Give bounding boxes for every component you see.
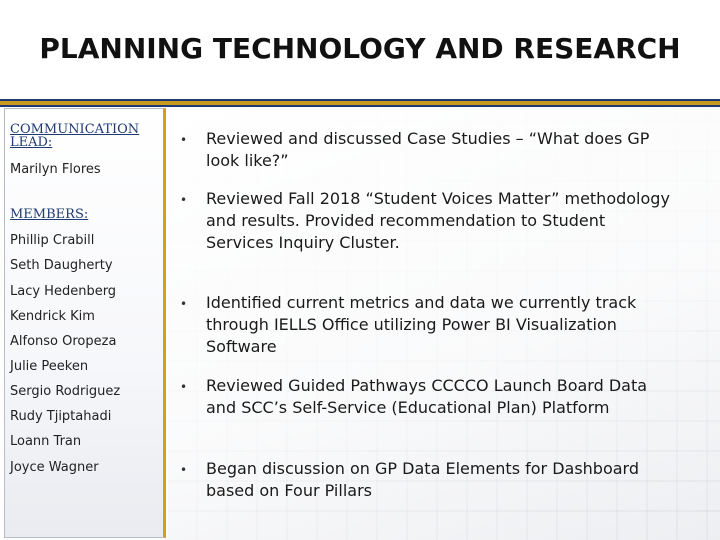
members-heading-text: MEMBERS:	[10, 207, 89, 222]
member-name: Joyce Wagner	[10, 460, 99, 475]
bullet-item: Began discussion on GP Data Elements for Dashboard based on Four Pillars	[206, 459, 640, 500]
lead-name: Marilyn Flores	[10, 162, 101, 177]
bullet-item: Identified current metrics and data we currently track through IELLS Office utilizing Power BI Visualization Software	[206, 293, 637, 356]
header-divider-gold-stripe	[0, 101, 720, 105]
bullet-marker: •	[180, 133, 188, 147]
header-divider-band	[0, 99, 720, 107]
bullet-marker: •	[180, 193, 188, 207]
member-name: Alfonso Oropeza	[10, 334, 117, 349]
bullet-marker: •	[180, 463, 188, 477]
member-name: Sergio Rodriguez	[10, 384, 121, 399]
slide-title: PLANNING TECHNOLOGY AND RESEARCH	[39, 32, 681, 65]
members-heading	[10, 208, 88, 221]
member-name: Kendrick Kim	[10, 309, 95, 324]
bullet-marker: •	[180, 380, 188, 394]
member-name: Rudy Tjiptahadi	[10, 409, 112, 424]
bullet-item: Reviewed Guided Pathways CCCCO Launch Board Data and SCC’s Self-Service (Educational Plan) Platform	[206, 376, 648, 417]
bullet-item: Reviewed Fall 2018 “Student Voices Matter” methodology and results. Provided recommendation to Student Services Inquiry Cluster.	[206, 189, 670, 252]
bullet-marker: •	[180, 297, 188, 311]
member-name: Phillip Crabill	[10, 233, 95, 248]
member-name: Loann Tran	[10, 434, 82, 449]
bullet-item: Reviewed and discussed Case Studies – “What does GP look like?”	[206, 129, 650, 170]
member-name: Seth Daugherty	[10, 258, 113, 273]
lead-heading	[10, 123, 160, 149]
member-name: Julie Peeken	[10, 359, 89, 374]
member-name: Lacy Hedenberg	[10, 284, 117, 299]
lead-heading-text: COMMUNICATION LEAD:	[10, 122, 140, 150]
